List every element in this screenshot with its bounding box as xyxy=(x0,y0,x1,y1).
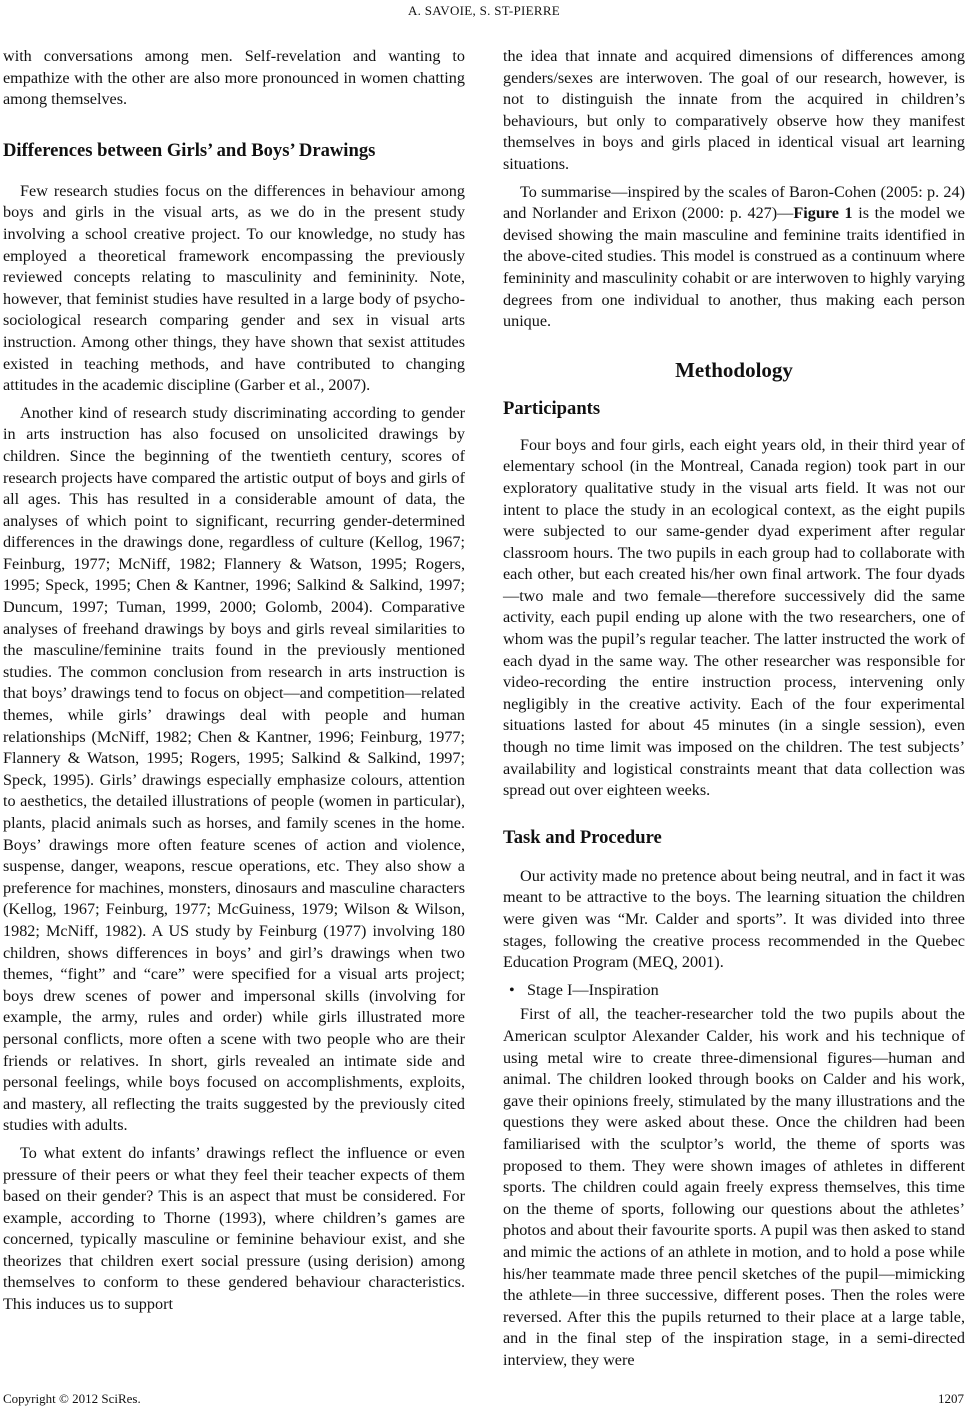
figure-1-reference[interactable]: Figure 1 xyxy=(793,204,853,223)
participants-heading: Participants xyxy=(503,397,601,419)
task-procedure-heading: Task and Procedure xyxy=(503,826,662,848)
summary-text-a: To summarise—inspired by the scales of Baron-Cohen (2005: p. 24) and Norlander and Erixon (2000: p. 427)— xyxy=(503,182,965,223)
intro-paragraph: with conversations among men. Self-revelation and wanting to empathize with the other are also more pronounced in women chatting among themselves. xyxy=(3,47,465,109)
body-paragraph: Few research studies focus on the differences in behaviour among boys and girls in the visual arts, as we do in the present study involving a school creative project. To our knowledge, no study has employed a theoretical framework encompassing the previously reviewed concepts relating to masculinity and femininity. Note, however, that feminist studies have resulted in a large body of psycho-sociological research comparing gender and sex in visual arts instruction. Among other things, they have shown that sexist attitudes existed in teaching methods, and have contributed to changing attitudes in the academic discipline (Garber et al., 2007). xyxy=(3,181,465,395)
right-column xyxy=(503,46,965,1377)
copyright-footer: Copyright © 2012 SciRes. xyxy=(3,1391,141,1406)
running-header: A. SAVOIE, S. ST-PIERRE xyxy=(407,3,561,18)
section-heading-drawings: Differences between Girls’ and Boys’ Drawings xyxy=(3,139,376,161)
methodology-heading: Methodology xyxy=(675,357,793,382)
bullet-icon: • xyxy=(509,980,515,999)
body-paragraph: Another kind of research study discriminating according to gender in arts instruction has also focused on unsolicited drawings by children. Since the beginning of the twentieth century, scores of research projects have compared the artistic output of boys and girls of all ages. This has resulted in a considerable amount of data, the analyses of which point to significant, recurring gender-determined differences in the drawings done, regardless of culture (Kellog, 1967; Feinburg, 1977; McNiff, 1982; Flannery & Watson, 1995; Rogers, 1995; Speck, 1995; Chen & Kantner, 1996; Salkind & Salkind, 1997; Duncum, 1997; Tuman, 1999, 2000; Golomb, 2004). Comparative analyses of freehand drawings by boys and girls reveal similarities to the masculine/feminine traits found in the previously mentioned studies. The common conclusion from research in arts instruction is that boys’ drawings tend to focus on object—and competition—related themes, while girls’ drawings deal with people and human relationships (McNiff, 1982; Chen & Kantner, 1996; Feinburg, 1977; Flannery & Watson, 1995; Rogers, 1995; Salkind & Salkind, 1997; Speck, 1995). Girls’ drawings especially emphasize colours, attention to aesthetics, the detailed illustrations of people (women in particular), plants, placid animals such as horses, and family scenes in the home. Boys’ drawings more often feature scenes of action and violence, suspense, danger, weapons, rescue operations, etc. They also show a preference for machines, monsters, dinosaurs and masculine characters (Kellog, 1967; Feinburg, 1977; McGuiness, 1979; Wilson & Wilson, 1982; McNiff, 1982). A US study by Feinburg (1977) involving 180 children, shows differences in boys’ and girl’s drawings when two themes, “fight” and “care” were specified for a visual arts project; boys drew scenes of power and impersonal skills (involving for example, the army, rules and order) while girls illustrated more personal conflicts, more often a scene with two people who are their friends or relatives. In short, girls revealed an intimate side and personal feelings, while boys focused on accomplishments, exploits, and mastery, all reflecting the traits suggested by the previously cited studies with adults. xyxy=(3,403,465,1135)
continued-paragraph: the idea that innate and acquired dimensions of differences among genders/sexes are interwoven. The goal of our research, however, is not to distinguish the innate from the acquired in children’s behaviours, but only to comparatively observe how they manifest themselves in boys and girls placed in identical visual art learning situations. xyxy=(503,47,965,173)
body-paragraph: To what extent do infants’ drawings reflect the influence or even pressure of their peers or what they feel their teacher expects of them based on their gender? This is an aspect that must be considered. For example, according to Thorne (1993), where children’s games are concerned, typically masculine or feminine behaviour exist, and she theorizes that children exert social pressure (using derision) among themselves to conform to these gendered behaviour characteristics. This induces us to support xyxy=(3,1143,465,1314)
stage-bullet-label: Stage I—Inspiration xyxy=(527,980,659,999)
task-paragraph: Our activity made no pretence about being neutral, and in fact it was meant to be attractive to the boys. The learning situation the children were given was “Mr. Calder and sports”. It was divided into three stages, following the creative process recommended in the Quebec Education Program (MEQ, 2001). xyxy=(503,866,965,972)
left-column xyxy=(3,46,465,1322)
participants-paragraph: Four boys and four girls, each eight years old, in their third year of elementary school (in the Montreal, Canada region) took part in our exploratory qualitative study in the visual arts field. It was not our intent to place the study in an ecological context, as the eight pupils were subjected to our same-gender dyad experiment after regular classroom hours. The two pupils in each group had to collaborate with each other, but each created his/her own final artwork. The four dyads—two male and two female—therefore successively did the same activity, each pupil ending up alone with the two researchers, one of whom was the pupil’s regular teacher. The latter instructed the work of each dyad in the same way. The other researcher was responsible for video-recording the entire instruction process, intervening only negligibly in the creative activity. Each of the four experimental situations lasted for about 45 minutes (in a single session), even though no time limit was imposed on the children. The test subjects’ availability and logistical constraints meant that data collection was spread out over eighteen weeks. xyxy=(503,435,965,800)
summary-paragraph xyxy=(503,182,965,333)
summary-text-b: is the model we devised showing the main masculine and feminine traits identified in the above-cited studies. This model is construed as a continuum where femininity and masculinity cohabit or are interwoven to highly varying degrees from one individual to another, thus making each person unique. xyxy=(503,204,965,331)
stage-paragraph: First of all, the teacher-researcher told the two pupils about the American sculptor Alexander Calder, his work and his technique of using metal wire to create three-dimensional figures—human and animal. The children looked through books on Calder and his work, gave their opinions freely, stimulated by the many illustrations and the questions they were asked about these. Once the children had been familiarised with the sculptor’s world, the theme of sports was proposed to them. They were shown images of athletes in different sports. The children could again freely express themselves, this time on the theme of sports, following our questions about the athletes’ photos and about their favourite sports. A pupil was then asked to stand and mimic the actions of an athlete in motion, and to hold a pose while his/her teammate made three pencil sketches of the pupil—mimicking the athlete—in three successive, different poses. Then the roles were reversed. After this the pupils returned to their place at a large table, and in the final step of the inspiration stage, in a semi-directed interview, they were xyxy=(503,1005,965,1369)
page-number: 1207 xyxy=(938,1391,964,1406)
stage-bullet-item xyxy=(503,980,965,1002)
